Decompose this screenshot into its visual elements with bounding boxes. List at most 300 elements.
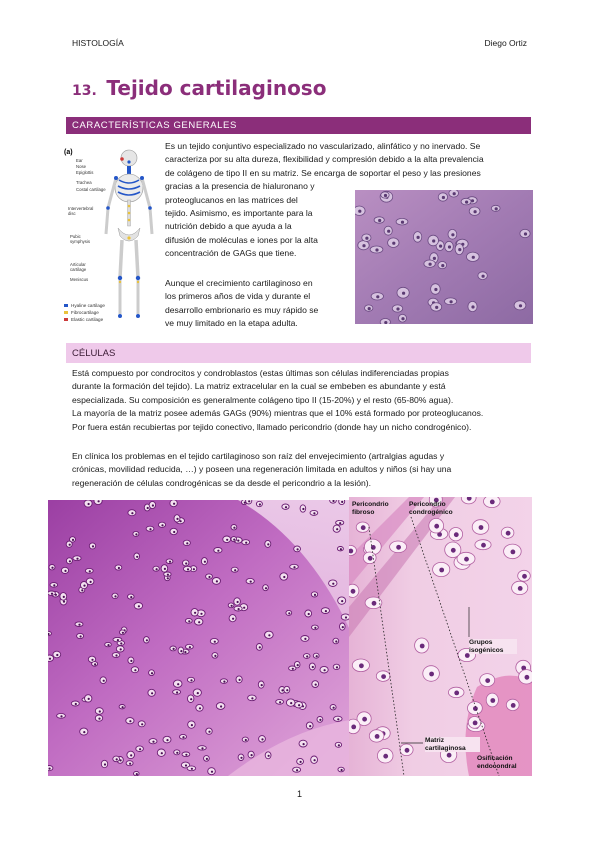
cell-nucleus: [261, 684, 263, 686]
cell-nucleus: [341, 769, 343, 771]
cell-nucleus: [83, 585, 85, 587]
cell-nucleus: [405, 748, 410, 753]
cell-nucleus: [89, 570, 91, 572]
cell-nucleus: [434, 524, 439, 529]
cell-nucleus: [268, 634, 270, 636]
cell-nucleus: [185, 754, 187, 756]
cell-nucleus: [151, 692, 153, 694]
cell-nucleus: [184, 651, 186, 653]
cell-nucleus: [341, 501, 343, 503]
skeleton-label-meniscus: Meniscus: [70, 277, 89, 282]
cell-nucleus: [297, 548, 299, 550]
cell-nucleus: [448, 245, 451, 248]
cell-nucleus: [134, 669, 136, 671]
general-paragraph-2: [165, 277, 350, 331]
cell-nucleus: [420, 644, 425, 649]
cell-nucleus: [190, 698, 192, 700]
legend-elastic: Elastic cartilage: [71, 317, 104, 322]
text-line: los primeros años de vida y durante el: [165, 291, 311, 302]
cell-nucleus: [308, 613, 310, 615]
header-subject: HISTOLOGÍA: [72, 38, 124, 48]
cell-nucleus: [135, 533, 137, 535]
text-line: proteoglucanos en las matrices del: [165, 194, 298, 205]
cell-nucleus: [432, 239, 435, 242]
cell-nucleus: [237, 601, 239, 603]
cell-nucleus: [441, 264, 444, 267]
cell-nucleus: [245, 739, 247, 741]
cell-nucleus: [130, 754, 132, 756]
cell-nucleus: [193, 568, 195, 570]
cell-nucleus: [104, 763, 106, 765]
cell-nucleus: [238, 608, 240, 610]
cell-nucleus: [332, 500, 334, 502]
legend-swatch-hyaline: [64, 304, 68, 307]
cell-nucleus: [479, 525, 484, 530]
cell-nucleus: [56, 654, 58, 656]
cell-nucleus: [300, 761, 302, 763]
cell-nucleus: [324, 669, 326, 671]
label-osificacion-endocondral: Osificación endocondral: [477, 755, 517, 770]
cartilage-micrograph-large: [48, 500, 350, 776]
cell-nucleus: [185, 562, 187, 564]
cell-nucleus: [464, 557, 469, 562]
cell-nucleus: [283, 576, 285, 578]
text-line: de colágeno de tipo II en su matriz. Se encarga de soportar el peso y las presiones: [165, 167, 481, 178]
cell-nucleus: [402, 292, 405, 295]
cell-nucleus: [182, 736, 184, 738]
cell-nucleus: [130, 660, 132, 662]
cell-nucleus: [211, 771, 213, 773]
cell-nucleus: [176, 518, 178, 520]
cell-nucleus: [214, 655, 216, 657]
cell-nucleus: [151, 672, 153, 674]
text-line: especializada. Su composición es generalmente colágeno tipo II (15-20%) y el resto (65-80% agua).: [72, 394, 454, 405]
cell-nucleus: [314, 627, 316, 629]
cell-nucleus: [63, 601, 65, 603]
hyaline-cartilage-micrograph: [355, 190, 533, 324]
cell-nucleus: [88, 503, 90, 505]
cell-nucleus: [378, 219, 381, 222]
cell-nucleus: [285, 506, 287, 508]
cell-nucleus: [458, 248, 461, 251]
cell-nucleus: [524, 232, 527, 235]
cell-nucleus: [351, 725, 356, 730]
cell-nucleus: [206, 758, 208, 760]
cell-nucleus: [337, 718, 339, 720]
text-line: nutrición debido a que ayuda a la: [165, 221, 292, 232]
text-line: durante la formación del tejido). La matriz extracelular en la cual se embeben es abundante y está: [72, 381, 446, 392]
cell-nucleus: [220, 705, 222, 707]
cell-nucleus: [313, 512, 315, 514]
cell-nucleus: [396, 307, 399, 310]
cell-nucleus: [506, 531, 511, 536]
cell-nucleus: [99, 710, 101, 712]
cell-nucleus: [80, 635, 82, 637]
cell-nucleus: [136, 773, 138, 775]
cell-nucleus: [396, 545, 401, 550]
cell-nucleus: [173, 531, 175, 533]
cell-nucleus: [81, 589, 83, 591]
cell-nucleus: [281, 689, 283, 691]
cell-nucleus: [194, 612, 196, 614]
cell-nucleus: [63, 596, 65, 598]
cell-nucleus: [306, 655, 308, 657]
label-pericondrio-condrogenico: Pericondrio condrogénico: [409, 501, 453, 516]
cell-nucleus: [259, 646, 261, 648]
micrograph-2-image: [48, 500, 350, 776]
cell-nucleus: [208, 576, 210, 578]
cell-nucleus: [149, 528, 151, 530]
cell-nucleus: [139, 748, 141, 750]
cell-nucleus: [239, 679, 241, 681]
cell-nucleus: [94, 663, 96, 665]
page-number: 1: [296, 789, 302, 799]
micrograph-1-image: [355, 190, 533, 324]
cell-nucleus: [115, 654, 117, 656]
cell-nucleus: [117, 639, 119, 641]
label-pericondrio-fibroso: Pericondrio fibroso: [352, 501, 389, 516]
cell-nucleus: [268, 755, 270, 757]
cell-nucleus: [417, 236, 420, 239]
cell-nucleus: [156, 568, 158, 570]
cell-nucleus: [472, 256, 475, 259]
cell-nucleus: [152, 741, 154, 743]
cell-nucleus: [243, 607, 245, 609]
cell-nucleus: [191, 724, 193, 726]
page-title: [72, 76, 326, 100]
cell-nucleus: [332, 583, 334, 585]
cell-nucleus: [433, 257, 436, 260]
cell-nucleus: [76, 558, 78, 560]
cell-nucleus: [161, 752, 163, 754]
cell-nucleus: [442, 196, 445, 199]
cell-nucleus: [173, 503, 175, 505]
cell-nucleus: [167, 574, 169, 576]
cell-nucleus: [358, 210, 361, 213]
cell-nucleus: [161, 524, 163, 526]
cell-nucleus: [465, 201, 468, 204]
cell-nucleus: [147, 507, 149, 509]
cell-nucleus: [401, 317, 404, 320]
skeleton-figure: [62, 146, 158, 332]
cell-nucleus: [173, 648, 175, 650]
text-line: Aunque el crecimiento cartilaginoso en: [165, 278, 313, 288]
cell-nucleus: [495, 207, 498, 210]
cell-nucleus: [292, 668, 294, 670]
cell-nucleus: [342, 626, 344, 628]
cell-nucleus: [138, 605, 140, 607]
cell-nucleus: [214, 641, 216, 643]
cell-nucleus: [490, 698, 495, 703]
skeleton-label-ear: Ear: [76, 158, 83, 163]
cell-nucleus: [200, 613, 202, 615]
cell-nucleus: [333, 707, 335, 709]
text-line: caracteriza por su alta dureza, flexibilidad y compresión debido a la alta prevalencia: [165, 154, 484, 165]
cell-nucleus: [429, 672, 434, 677]
cell-nucleus: [90, 581, 92, 583]
cell-nucleus: [387, 230, 390, 233]
cell-nucleus: [381, 674, 386, 679]
cell-nucleus: [53, 584, 55, 586]
cell-nucleus: [88, 698, 90, 700]
cell-nucleus: [152, 504, 154, 506]
cell-nucleus: [120, 642, 122, 644]
cell-nucleus: [336, 528, 338, 530]
cell-nucleus: [265, 587, 267, 589]
cell-nucleus: [190, 679, 192, 681]
cell-nucleus: [312, 666, 314, 668]
cell-nucleus: [49, 658, 51, 660]
text-line: difusión de moléculas e iones por la alta: [165, 234, 318, 245]
cell-nucleus: [518, 586, 523, 591]
cell-nucleus: [187, 568, 189, 570]
text-line: desarrollo embrionario es muy rápido se: [165, 304, 319, 315]
cell-nucleus: [372, 601, 377, 606]
cell-nucleus: [319, 719, 321, 721]
cell-nucleus: [245, 542, 247, 544]
section-heading-general: CARACTERÍSTICAS GENERALES: [66, 117, 531, 134]
cell-nucleus: [296, 769, 298, 771]
cell-nucleus: [91, 659, 93, 661]
cell-nucleus: [434, 288, 437, 291]
cell-nucleus: [251, 754, 253, 756]
text-line: ve muy limitado en la etapa adulta.: [165, 318, 298, 329]
cell-nucleus: [392, 242, 395, 245]
cell-nucleus: [454, 691, 459, 696]
cell-nucleus: [248, 500, 250, 502]
cell-nucleus: [69, 544, 71, 546]
cell-nucleus: [51, 593, 53, 595]
cell-nucleus: [451, 548, 456, 553]
cell-nucleus: [208, 731, 210, 733]
cell-nucleus: [309, 725, 311, 727]
cell-nucleus: [92, 545, 94, 547]
cell-nucleus: [471, 305, 474, 308]
skeleton-label-costal: Costal cartilage: [76, 187, 106, 192]
cell-nucleus: [451, 233, 454, 236]
cell-nucleus: [122, 706, 124, 708]
label-grupos-isogenicos: Grupos isogénicos: [469, 639, 517, 654]
cell-nucleus: [298, 704, 300, 706]
cell-nucleus: [474, 210, 477, 213]
cell-nucleus: [141, 723, 143, 725]
cells-paragraph-1: [72, 367, 532, 434]
cell-nucleus: [519, 304, 522, 307]
cell-nucleus: [384, 194, 387, 197]
micrograph-3-image: [349, 497, 532, 776]
cell-nucleus: [511, 703, 516, 708]
cell-nucleus: [365, 237, 368, 240]
cell-nucleus: [120, 648, 122, 650]
cell-nucleus: [279, 701, 281, 703]
cell-nucleus: [189, 646, 191, 648]
skeleton-label-disc: Intervertebral disc: [68, 206, 94, 216]
cell-nucleus: [130, 596, 132, 598]
cell-nucleus: [251, 697, 253, 699]
cell-nucleus: [234, 569, 236, 571]
cell-nucleus: [146, 639, 148, 641]
cell-nucleus: [485, 678, 490, 683]
cell-nucleus: [473, 721, 478, 726]
cell-nucleus: [250, 581, 252, 583]
cell-nucleus: [447, 753, 452, 758]
cell-nucleus: [362, 244, 365, 247]
skeleton-label-pubic: Pubic symphysis: [70, 234, 91, 244]
cell-nucleus: [336, 666, 338, 668]
cell-nucleus: [191, 768, 193, 770]
cell-nucleus: [186, 542, 188, 544]
cell-nucleus: [340, 548, 342, 550]
header-author: Diego Ortiz: [484, 38, 527, 48]
cell-nucleus: [362, 717, 367, 722]
cell-nucleus: [78, 624, 80, 626]
cell-nucleus: [233, 527, 235, 529]
cell-nucleus: [525, 675, 530, 680]
cell-nucleus: [439, 568, 444, 573]
cell-nucleus: [167, 577, 169, 579]
cell-nucleus: [166, 739, 168, 741]
skeleton-label-nose: Nose: [76, 164, 87, 169]
cell-nucleus: [204, 561, 206, 563]
text-line: regeneración de células condrogénicas se da desde el pericondrio a la lesión).: [72, 477, 372, 488]
cell-nucleus: [75, 703, 77, 705]
cell-nucleus: [481, 543, 486, 548]
cell-nucleus: [129, 763, 131, 765]
text-line: Está compuesto por condrocitos y condroblastos (estas últimas son células indiferenciadas propias: [72, 368, 449, 378]
cell-nucleus: [288, 612, 290, 614]
cell-nucleus: [490, 500, 495, 505]
cell-nucleus: [522, 574, 527, 579]
text-line: concentración de GAGs que tiene.: [165, 248, 297, 259]
cell-nucleus: [482, 275, 485, 278]
cell-nucleus: [98, 500, 100, 502]
cell-nucleus: [345, 616, 347, 618]
cell-nucleus: [226, 539, 228, 541]
title-text: Tejido cartilaginoso: [106, 76, 327, 100]
cell-nucleus: [375, 248, 378, 251]
cell-nucleus: [435, 306, 438, 309]
cell-nucleus: [199, 707, 201, 709]
cell-nucleus: [69, 560, 71, 562]
cell-nucleus: [216, 580, 218, 582]
cell-nucleus: [223, 681, 225, 683]
cell-nucleus: [314, 594, 316, 596]
skeleton-label-epiglottis: Epiglottis: [76, 170, 94, 175]
cell-nucleus: [375, 734, 380, 739]
cells-paragraph-2: [72, 450, 532, 490]
cell-nucleus: [511, 550, 516, 555]
title-number: 13.: [72, 83, 97, 99]
cell-nucleus: [64, 570, 66, 572]
skeleton-panel-label: (a): [64, 149, 73, 156]
cell-nucleus: [72, 539, 74, 541]
cell-nucleus: [261, 738, 263, 740]
cell-nucleus: [185, 764, 187, 766]
cell-nucleus: [314, 759, 316, 761]
cell-nucleus: [49, 768, 51, 770]
legend-hyaline: Hyaline cartilage: [71, 303, 105, 308]
skeleton-label-trachea: Trachea: [76, 180, 92, 185]
cell-nucleus: [136, 556, 138, 558]
cell-nucleus: [429, 263, 432, 266]
perichondrium-micrograph: [349, 497, 532, 776]
cell-nucleus: [401, 221, 404, 224]
cell-nucleus: [376, 295, 379, 298]
text-line: tejido. Asimismo, es importante para la: [165, 208, 313, 219]
cell-nucleus: [114, 595, 116, 597]
text-line: Es un tejido conjuntivo especializado no vascularizado, alinfático y no inervado. Se: [165, 141, 481, 151]
cell-nucleus: [325, 610, 327, 612]
cell-nucleus: [217, 550, 219, 552]
skeleton-label-articular: Articular cartilage: [70, 262, 87, 272]
cell-nucleus: [304, 638, 306, 640]
cell-nucleus: [286, 689, 288, 691]
text-line: crónicas, movilidad reducida, …) y poseen una regeneración limitada en adultos y niños (si hay una: [72, 464, 452, 475]
cell-nucleus: [450, 300, 453, 303]
cell-nucleus: [116, 758, 118, 760]
cell-nucleus: [122, 632, 124, 634]
cell-nucleus: [164, 568, 166, 570]
legend-swatch-fibro: [64, 311, 68, 314]
cell-nucleus: [188, 620, 190, 622]
cell-nucleus: [129, 720, 131, 722]
cell-nucleus: [303, 743, 305, 745]
cell-nucleus: [60, 715, 62, 717]
text-line: Por fuera están recubiertas por tejido conectivo, llamado pericondrio (donde hay un nicho condrogénico).: [72, 421, 472, 432]
cell-nucleus: [103, 680, 105, 682]
cell-nucleus: [293, 566, 295, 568]
cell-nucleus: [83, 731, 85, 733]
section-heading-cells: CÉLULAS: [66, 343, 531, 363]
text-line: gracias a la presencia de hialuronano y: [165, 181, 315, 192]
cell-nucleus: [176, 752, 178, 754]
cell-nucleus: [368, 307, 371, 310]
cell-nucleus: [233, 539, 235, 541]
cell-nucleus: [341, 600, 343, 602]
cell-nucleus: [259, 503, 261, 505]
cell-nucleus: [439, 245, 442, 248]
cell-nucleus: [368, 556, 373, 561]
cell-nucleus: [231, 605, 233, 607]
cell-nucleus: [198, 621, 200, 623]
cell-nucleus: [361, 525, 366, 530]
cell-nucleus: [131, 512, 133, 514]
cell-nucleus: [180, 650, 182, 652]
legend-swatch-elastic: [64, 318, 68, 321]
cell-nucleus: [98, 718, 100, 720]
cell-nucleus: [237, 540, 239, 542]
cell-nucleus: [453, 192, 456, 195]
cell-nucleus: [267, 543, 269, 545]
cell-nucleus: [339, 522, 341, 524]
cell-nucleus: [177, 683, 179, 685]
cell-nucleus: [454, 532, 459, 537]
cell-nucleus: [335, 640, 337, 642]
cell-nucleus: [290, 702, 292, 704]
cell-nucleus: [315, 684, 317, 686]
cell-nucleus: [232, 618, 234, 620]
cell-nucleus: [297, 664, 299, 666]
cell-nucleus: [51, 567, 53, 569]
text-line: En clínica los problemas en el tejido cartilaginoso son raíz del envejecimiento (artralgias agudas y: [72, 451, 445, 461]
label-matriz-cartilaginosa: Matriz cartilaginosa: [425, 737, 480, 752]
cell-nucleus: [351, 589, 356, 594]
cell-nucleus: [240, 757, 242, 759]
cell-nucleus: [107, 644, 109, 646]
cell-nucleus: [176, 691, 178, 693]
cell-nucleus: [169, 561, 171, 563]
cell-nucleus: [302, 508, 304, 510]
